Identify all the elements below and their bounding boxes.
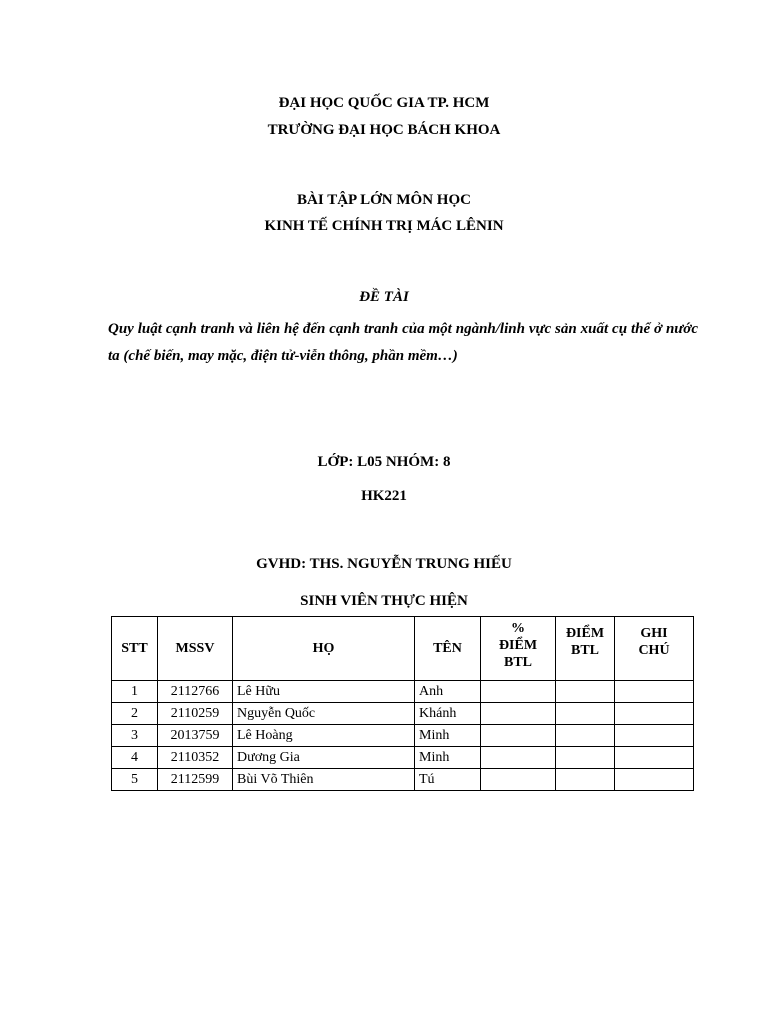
- cell-stt: 2: [112, 703, 158, 725]
- cell-score: [556, 747, 615, 769]
- cell-mssv: 2112766: [158, 681, 233, 703]
- cell-note: [615, 769, 694, 791]
- header-score: ĐIỂM BTL: [556, 617, 615, 681]
- semester: HK221: [361, 488, 407, 504]
- cell-ho: Dương Gia: [233, 747, 415, 769]
- cell-score: [556, 725, 615, 747]
- members-table: [111, 616, 694, 791]
- instructor: GVHD: THS. NGUYỄN TRUNG HIẾU: [256, 556, 512, 572]
- header-ho: HỌ: [233, 617, 415, 681]
- table-row: [112, 725, 694, 747]
- cell-note: [615, 747, 694, 769]
- cell-stt: 4: [112, 747, 158, 769]
- cell-score: [556, 703, 615, 725]
- topic-heading: ĐỀ TÀI: [359, 289, 409, 305]
- cell-stt: 5: [112, 769, 158, 791]
- school-name: TRƯỜNG ĐẠI HỌC BÁCH KHOA: [267, 122, 501, 138]
- cell-score: [556, 681, 615, 703]
- cell-ho: Lê Hoàng: [233, 725, 415, 747]
- cell-ho: Nguyễn Quốc: [233, 703, 415, 725]
- cell-mssv: 2110259: [158, 703, 233, 725]
- cell-ho: Bùi Võ Thiên: [233, 769, 415, 791]
- cell-mssv: 2013759: [158, 725, 233, 747]
- cell-ten: Minh: [415, 747, 481, 769]
- table-row: [112, 681, 694, 703]
- cell-mssv: 2110352: [158, 747, 233, 769]
- cell-stt: 3: [112, 725, 158, 747]
- table-row: [112, 747, 694, 769]
- cell-percent: [481, 769, 556, 791]
- cell-percent: [481, 681, 556, 703]
- header-ten: TÊN: [415, 617, 481, 681]
- course-subject: KINH TẾ CHÍNH TRỊ MÁC LÊNIN: [264, 218, 504, 234]
- cell-note: [615, 681, 694, 703]
- header-note: GHI CHÚ: [615, 617, 694, 681]
- cell-percent: [481, 747, 556, 769]
- header-percent-score: % ĐIỂM BTL: [481, 617, 556, 681]
- cell-note: [615, 725, 694, 747]
- cell-ten: Minh: [415, 725, 481, 747]
- cell-percent: [481, 725, 556, 747]
- cell-ho: Lê Hữu: [233, 681, 415, 703]
- members-title: SINH VIÊN THỰC HIỆN: [300, 593, 468, 609]
- cell-mssv: 2112599: [158, 769, 233, 791]
- assignment-title: BÀI TẬP LỚN MÔN HỌC: [297, 192, 471, 208]
- cell-stt: 1: [112, 681, 158, 703]
- university-name: ĐẠI HỌC QUỐC GIA TP. HCM: [278, 95, 490, 111]
- cell-score: [556, 769, 615, 791]
- cell-percent: [481, 703, 556, 725]
- cell-note: [615, 703, 694, 725]
- class-group: LỚP: L05 NHÓM: 8: [317, 454, 451, 470]
- header-mssv: MSSV: [158, 617, 233, 681]
- table-header-row: [112, 617, 694, 681]
- table-row: [112, 703, 694, 725]
- table-row: [112, 769, 694, 791]
- topic-text: Quy luật cạnh tranh và liên hệ đến cạnh tranh của một ngành/linh vực sản xuất cụ thể ở nước ta (chế biến, may mặc, điện tử-viễn thông, phần mềm…): [108, 321, 698, 364]
- cell-ten: Anh: [415, 681, 481, 703]
- header-stt: STT: [112, 617, 158, 681]
- cell-ten: Khánh: [415, 703, 481, 725]
- cell-ten: Tú: [415, 769, 481, 791]
